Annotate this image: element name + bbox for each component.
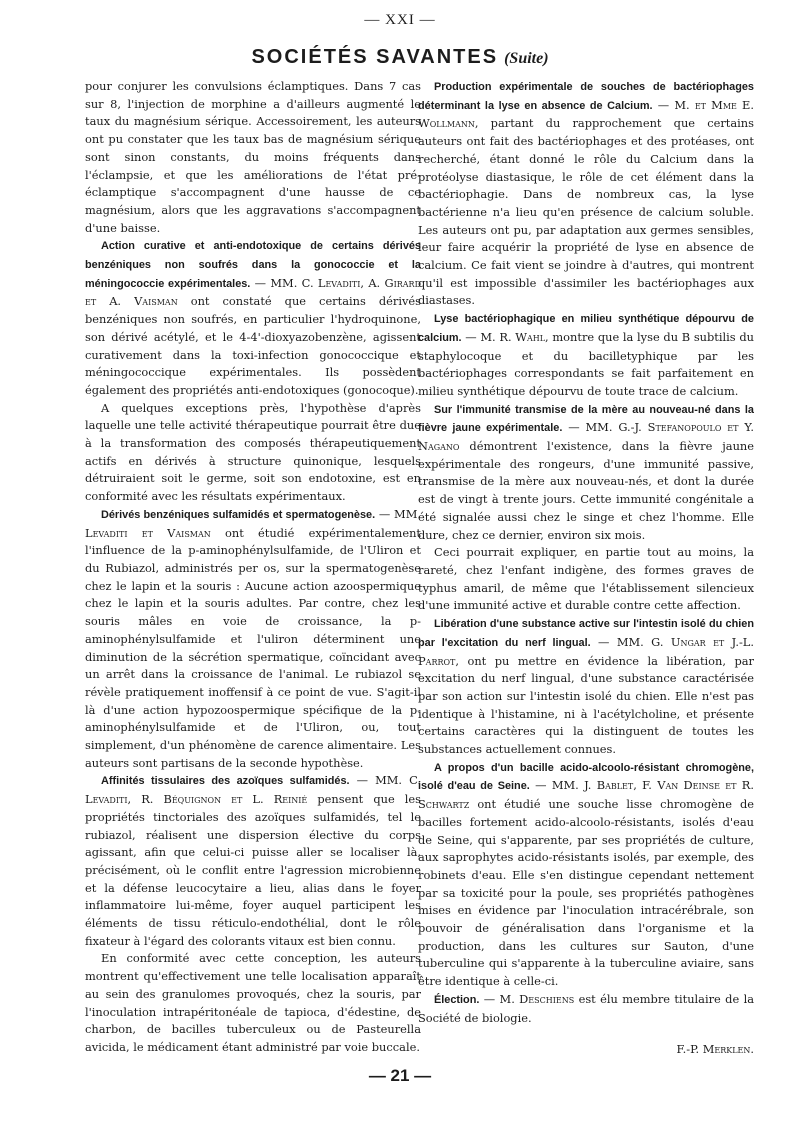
article-authors: — M. Deschiens: [483, 991, 575, 1006]
article-bacteriophages-calcium: [418, 78, 754, 310]
article-heading: Production expérimentale de souches de bactériophages déterminant la lyse en absence de Calcium.: [418, 81, 754, 112]
article-text: démontrent l'existence, dans la fièvre jaune expérimentale des rongeurs, d'une immunité passive, transmise de la mère aux nouveau-nés, et dont la durée est de vingt à trente jours. Cette immunité congénitale a été signalée aussi chez le singe et chez l'homme. Elle dure, chez ce dernier, environ six mois.: [418, 439, 754, 542]
article-heading: Dérivés benzéniques sulfamidés et spermatogenèse.: [101, 508, 376, 521]
article-authors: — M. R. Wahl,: [465, 329, 549, 344]
article-affinites-azoiques: [85, 772, 421, 950]
article-heading: Élection.: [434, 993, 480, 1006]
article-heading: A propos d'un bacille acido-alcoolo-résistant chromogène, isolé d'eau de Seine.: [418, 761, 754, 793]
article-authors: — MM. J. Bablet, F. Van Deinse et R. Schwartz: [418, 778, 754, 812]
section-title: SOCIÉTÉS SAVANTES: [251, 46, 499, 68]
article-text: partant du rapprochement que certains auteurs ont fait des bactériophages et des protéases, ont recherché, étant donné le rôle du Calcium dans la protéolyse diastasique, le rôle de cet élément dans la bactériophagie. Dans de nombreux cas, la lyse bactérienne n'a lieu qu'en présence de calcium soluble. Les auteurs ont pu, par adaptation aux germes sensibles, leur faire acquérir la propriété de lyse en absence de calcium. Ce fait vient se joindre à d'autres, qui montrent qu'il est impossible d'assimiler les bactériophages aux diastases.: [418, 116, 754, 308]
article-text: ont étudié une souche lisse chromogène de bacilles fortement acido-alcoolo-résistants, isolés d'eau de Seine, qui s'apparente, par ses propriétés de culture, aux saprophytes acido-résistants isolés, par exemple, des robinets d'eau. Elle s'en distingue cependant nettement par sa toxicité pour la poule, ses propriétés pathogènes mises en évidence par l'inoculation intracérébrale, son pouvoir de généralisation dans l'organisme et la production, dans les cultures sur Sauton, d'une tuberculine qui s'apparente à la tuberculine aviaire, sans être identique à celle-ci.: [418, 797, 754, 989]
article-immunite-fievre-jaune: [418, 401, 754, 545]
paragraph: A quelques exceptions près, l'hypothèse d'après laquelle une telle activité thérapeutique pourrait être due à la transformation des composés thérapeutiquement actifs en dérivés à structure quinonique, lesquels détruiraient soit le germe, soit son endotoxine, est en conformité avec les résultats expérimentaux.: [85, 400, 421, 504]
article-heading: Action curative et anti-endotoxique de certains dérivés benzéniques non soufrés dans la gonococcie et la méningococcie expérimentales.: [85, 240, 421, 290]
article-heading: Libération d'une substance active sur l'intestin isolé du chien par l'excitation du nerf lingual.: [418, 618, 754, 649]
article-election: [418, 991, 754, 1027]
article-text: pensent que les propriétés tinctoriales des azoïques sulfamidés, tel le rubiazol, réalisent une dispersion élective du corps agissant, afin que celui-ci puisse aller se localiser là, précisément, où le conflit entre l'agression microbienne et la défense leucocytaire a lieu, alias dans le foyer inflammatoire lui-même, foyer auquel participent les éléments de tissu réticulo-endothélial, dont le rôle fixateur à l'égard des colorants vitaux est bien connu.: [85, 792, 422, 948]
article-bacille-acido-resistant: [418, 759, 754, 991]
article-authors: — M. et Mme E. Wollmann,: [418, 97, 754, 131]
article-authors: — MM. C. Levaditi, R. Béquignon et L. Reinié: [85, 773, 421, 807]
article-text: montre que la lyse du B subtilis du staphylocoque et du bacilletyphique par les bactériophages correspondants se fait parfaitement en milieu synthétique dépourvu de toute trace de calcium.: [418, 329, 754, 398]
article-authors: — MM. Levaditi et Vaisman: [85, 506, 421, 540]
page-header: [0, 46, 800, 69]
article-heading: Affinités tissulaires des azoïques sulfamidés.: [101, 775, 350, 788]
article-text: est élu membre titulaire de la Société de biologie.: [418, 991, 755, 1025]
signature: F.-P. Merklen.: [676, 1042, 754, 1057]
paragraph-continuation: pour conjurer les convulsions éclamptiques. Dans 7 cas sur 8, l'injection de morphine a d'ailleurs augmenté le taux du magnésium sérique. Accessoirement, les auteurs ont pu constater que les taux bas de magnésium sérique sont sinon constants, du moins fréquents dans l'éclampsie, et que les améliorations de l'état pré-éclamptique s'accompagnent d'une hausse de ce magnésium, alors que les aggravations s'accompagnent d'une baisse.: [85, 79, 421, 235]
article-heading: Sur l'immunité transmise de la mère au nouveau-né dans la fièvre jaune expérimentale.: [418, 403, 754, 435]
section-subtitle: (Suite): [504, 50, 549, 67]
left-column: [85, 78, 421, 1057]
article-authors: — MM. G.-J. Stefanopoulo et Y. Nagano: [418, 420, 754, 454]
article-text: ont constaté que certains dérivés benzéniques non soufrés, en particulier l'hydroquinone, son dérivé acétylé, et le 4-4'-dioxyazobenzène, agissent curativement dans la toxi-infection gonococcique et méningococcique expérimentales. Ils possèdent également des propriétés anti-endotoxiques (gonocoque).: [85, 294, 421, 397]
article-heading: Lyse bactériophagique en milieu synthétique dépourvu de calcium.: [418, 313, 754, 344]
right-column: [418, 78, 754, 1059]
article-authors: — MM. C. Levaditi, A. Girard et A. Vaisman: [85, 275, 421, 309]
article-authors: — MM. G. Ungar et J.-L. Parrot,: [418, 634, 754, 668]
paragraph: Ceci pourrait expliquer, en partie tout au moins, la rareté, chez l'enfant indigène, des formes graves de typhus amaril, de même que l'établissement silencieux d'une immunité active et durable contre cette affection.: [418, 545, 754, 613]
article-levaditi-girard-vaisman: [85, 237, 421, 399]
page-number: — 21 —: [368, 1066, 432, 1085]
article-liberation-substance: [418, 615, 754, 759]
roman-page-number: — XXI —: [364, 12, 436, 28]
article-sulfamides-spermatogenese: [85, 506, 421, 773]
article-lyse-milieu-synthetique: [418, 310, 754, 401]
article-text: ont étudié expérimentalement l'influence de la p-aminophénylsulfamide, de l'Uliron et du Rubiazol, administrés per os, sur la spermatogenèse chez le lapin et la souris : Aucune action azoospermique chez le lapin et la souris adultes. Par contre, chez les souris mâles en voie de croissance, la p-aminophénylsulfamide et l'uliron déterminent une diminution de la sécrétion spermatique, coïncidant avec un arrêt dans la croissance de l'animal. Le rubiazol se révèle pratiquement inoffensif à ce point de vue. S'agit-il là d'une action hypozoospermique spécifique de la p-aminophénylsulfamide et de l'Uliron, ou, tout simplement, d'un phénomène de carence alimentaire. Les auteurs sont partisans de la seconde hypothèse.: [85, 525, 421, 770]
article-text: ont pu mettre en évidence la libération, par excitation du nerf lingual, d'une substance caractérisée par son action sur l'intestin isolé du chien. Elle n'est pas identique à l'histamine, ni à l'acétylcholine, et présente certains caractères qui la distinguent de toutes les substances actuellement connues.: [418, 653, 754, 757]
paragraph: En conformité avec cette conception, les auteurs montrent qu'effectivement une telle localisation apparaît au sein des granulomes provoqués, chez la souris, par l'inoculation intrapéritonéale de tapioca, d'édestine, de charbon, de bacilles tuberculeux ou de Pasteurella avicida, le médicament étant administré par voie buccale.: [85, 951, 421, 1054]
